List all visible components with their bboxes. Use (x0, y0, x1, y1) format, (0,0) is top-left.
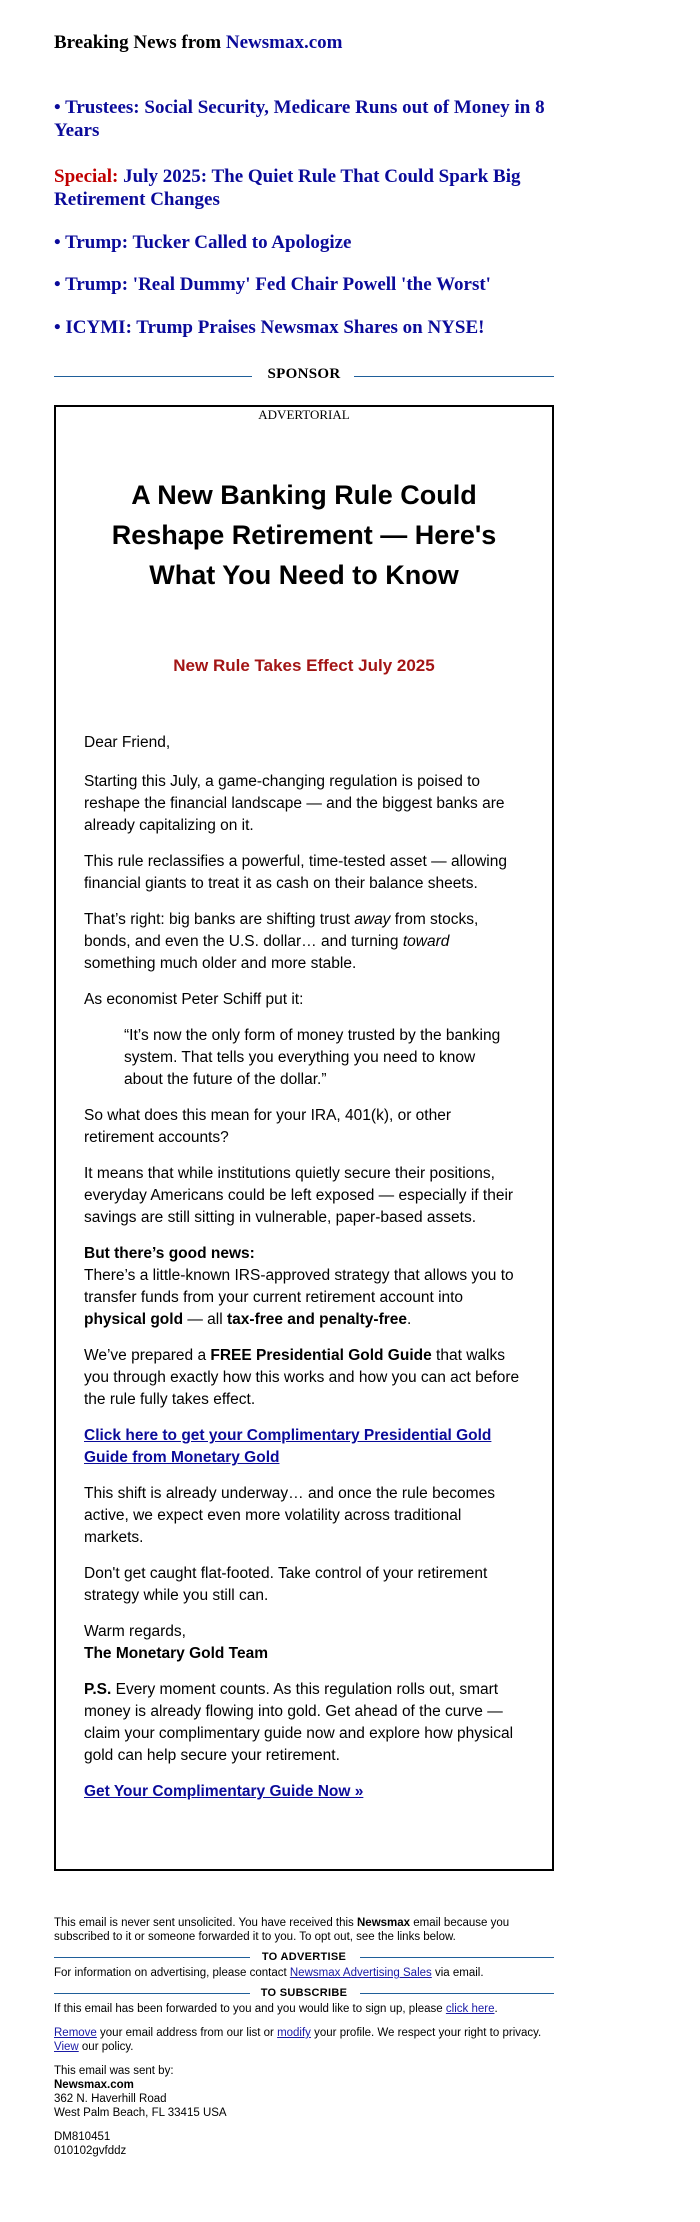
headline-text: Trump: 'Real Dummy' Fed Chair Powell 'the Worst' (65, 274, 491, 295)
headline-text: July 2025: The Quiet Rule That Could Spark Big Retirement Changes (54, 166, 521, 210)
modify-link[interactable]: modify (277, 2027, 311, 2039)
paragraph: It means that while institutions quietly secure their positions, everyday Americans could be left exposed — especially if their savings are still sitting in vulnerable, paper-based assets. (84, 1165, 514, 1226)
subscribe-label: TO SUBSCRIBE (260, 1987, 348, 1999)
email-footer (54, 1916, 554, 2158)
bullet: • (54, 232, 66, 253)
newsmax-site-link[interactable]: Newsmax.com (225, 32, 343, 53)
headline-text: ICYMI: Trump Praises Newsmax Shares on NYSE! (65, 317, 485, 338)
headline-link[interactable] (54, 165, 554, 211)
remove-link[interactable]: Remove (54, 2027, 97, 2039)
sponsor-label: SPONSOR (267, 366, 341, 382)
ps-paragraph: P.S. Every moment counts. As this regulation rolls out, smart money is already flowing into gold. Get ahead of the curve — claim your complimentary guide now and explore how physical gold can help secure your retirement. (84, 1681, 514, 1764)
greeting: Dear Friend, (84, 734, 171, 751)
paragraph: As economist Peter Schiff put it: (84, 991, 304, 1008)
subscribe-text: If this email has been forwarded to you and you would like to sign up, please click here. (54, 2003, 498, 2015)
paragraph: That’s right: big banks are shifting trust away from stocks, bonds, and even the U.S. dollar… and turning toward something much older and more stable. (84, 911, 479, 972)
breaking-news-header (54, 32, 342, 54)
good-news-heading: But there’s good news: (84, 1245, 255, 1262)
paragraph: This shift is already underway… and once the rule becomes active, we expect even more volatility across traditional markets. (84, 1485, 495, 1546)
advertise-label: TO ADVERTISE (261, 1951, 347, 1963)
ad-subtitle: New Rule Takes Effect July 2025 (173, 656, 435, 675)
bullet: • (54, 274, 66, 295)
headline-link[interactable] (54, 231, 554, 254)
paragraph: But there’s good news: There’s a little-known IRS-approved strategy that allows you to transfer funds from your current retirement account into physical gold — all tax-free and penalty-free. (84, 1245, 514, 1328)
headline-link[interactable] (54, 316, 554, 339)
cta-paragraph (84, 1781, 524, 1803)
paragraph: This rule reclassifies a powerful, time-tested asset — allowing financial giants to treat it as cash on their balance sheets. (84, 853, 507, 892)
schiff-quote: “It’s now the only form of money trusted by the banking system. That tells you everything you need to know about the future of the dollar.” (124, 1027, 501, 1088)
advertising-sales-link[interactable]: Newsmax Advertising Sales (289, 1967, 432, 1979)
signature: The Monetary Gold Team (84, 1645, 269, 1662)
cta-paragraph (84, 1425, 524, 1469)
advertise-text: For information on advertising, please contact Newsmax Advertising Sales via email. (54, 1967, 484, 1979)
paragraph: Don't get caught flat-footed. Take control of your retirement strategy while you still can. (84, 1565, 488, 1604)
bullet: • (54, 97, 66, 118)
ad-title: A New Banking Rule Could Reshape Retirement — Here's What You Need to Know (111, 480, 497, 590)
address-line: West Palm Beach, FL 33415 USA (54, 2107, 227, 2119)
presidential-gold-guide-link[interactable]: Click here to get your Complimentary Presidential Gold Guide from Monetary Gold (84, 1427, 492, 1466)
ad-body (84, 732, 524, 1817)
privacy-text: Remove your email address from our list or modify your profile. We respect your right to privacy. View our policy. (54, 2027, 542, 2053)
tracking-code: DM810451 (54, 2131, 111, 2143)
company-name: Newsmax.com (54, 2079, 134, 2091)
closing: Warm regards, The Monetary Gold Team (84, 1621, 524, 1665)
headline-text: Trump: Tucker Called to Apologize (65, 232, 352, 253)
unsolicited-notice: This email is never sent unsolicited. You have received this Newsmax email because you subscribed to it or someone forwarded it to you. To opt out, see the links below. (54, 1917, 510, 1943)
advertorial-box (54, 405, 554, 1871)
headline-link[interactable] (54, 96, 554, 142)
advertise-divider (54, 1950, 554, 1964)
sent-by: This email was sent by: (54, 2065, 174, 2077)
paragraph: So what does this mean for your IRA, 401(k), or other retirement accounts? (84, 1107, 452, 1146)
complimentary-guide-link[interactable]: Get Your Complimentary Guide Now » (84, 1783, 364, 1800)
bullet: • (54, 317, 66, 338)
advertorial-label: ADVERTORIAL (258, 407, 350, 422)
address-line: 362 N. Haverhill Road (54, 2093, 167, 2105)
subscribe-divider (54, 1986, 554, 2000)
special-tag: Special: (54, 166, 124, 187)
sponsor-divider (54, 366, 554, 386)
headline-text: Trustees: Social Security, Medicare Runs out of Money in 8 Years (54, 97, 545, 141)
view-policy-link[interactable]: View (54, 2041, 79, 2053)
paragraph: We’ve prepared a FREE Presidential Gold Guide that walks you through exactly how this works and how you can act before the rule fully takes effect. (84, 1347, 520, 1408)
tracking-code: 010102gvfddz (54, 2145, 127, 2157)
signup-link[interactable]: click here (445, 2003, 495, 2015)
headline-link[interactable] (54, 273, 554, 296)
header-prefix: Breaking News from (54, 32, 226, 53)
paragraph: Starting this July, a game-changing regulation is poised to reshape the financial landscape — and the biggest banks are already capitalizing on it. (84, 773, 505, 834)
